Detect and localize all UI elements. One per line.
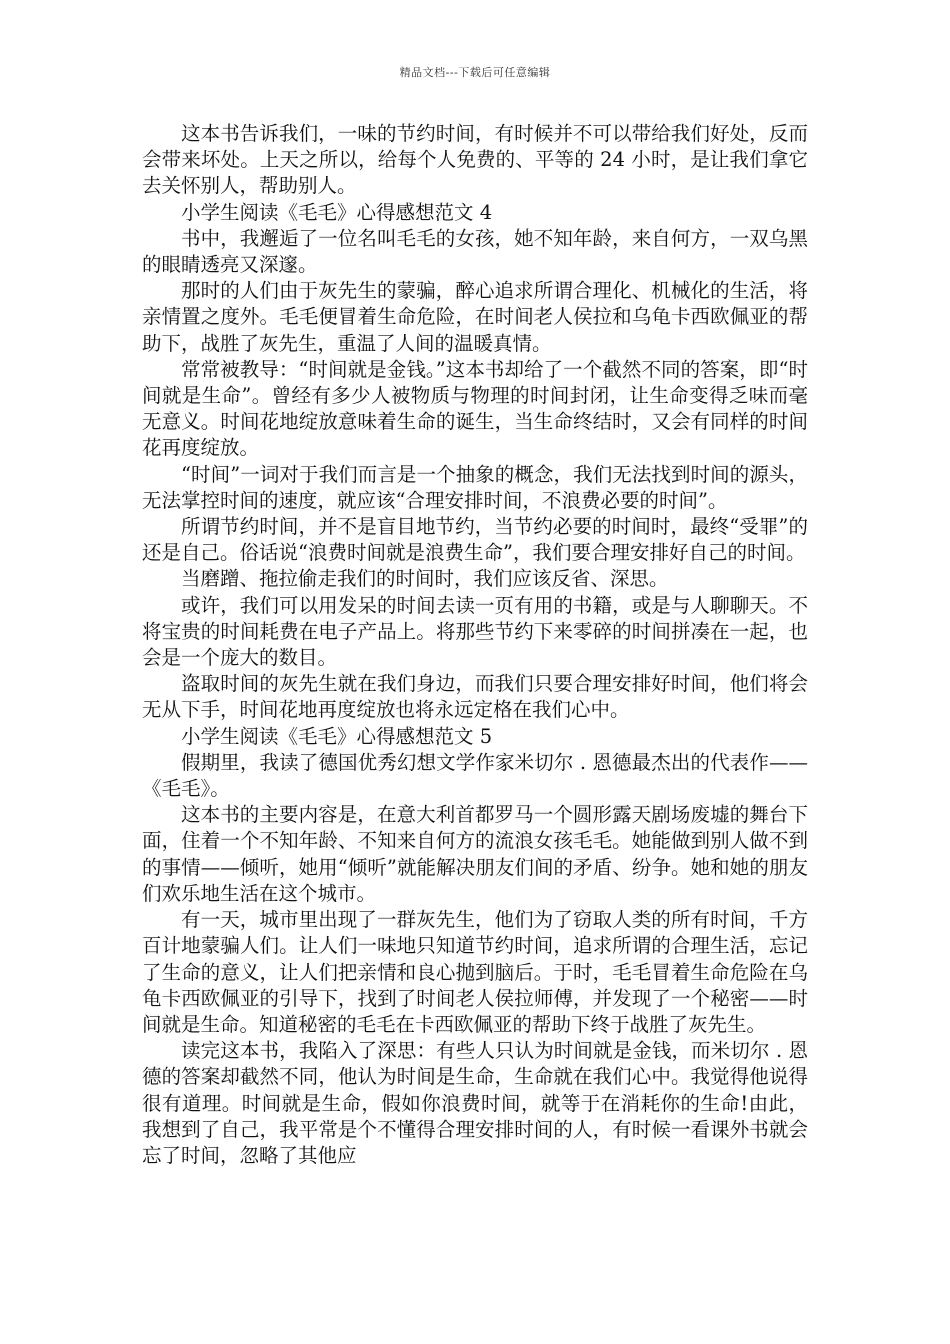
paragraph: 有一天，城市里出现了一群灰先生，他们为了窃取人类的所有时间，千方百计地蒙骗人们。让人们一味地只知道节约时间，追求所谓的合理生活，忘记了生命的意义，让人们把亲情和良心抛到脑后。于时，毛毛冒着生命危险在乌龟卡西欧佩亚的引导下，找到了时间老人侯拉师傅，并发现了一个秘密——时间就是生命。知道秘密的毛毛在卡西欧佩亚的帮助下终于战胜了灰先生。 (142, 908, 808, 1036)
paragraph: 书中，我邂逅了一位名叫毛毛的女孩，她不知年龄，来自何方，一双乌黑的眼睛透亮又深邃。 (142, 226, 808, 277)
paragraph: 盗取时间的灰先生就在我们身边，而我们只要合理安排好时间，他们将会无从下手，时间花地再度绽放也将永远定格在我们心中。 (142, 672, 808, 722)
paragraph: 这本书告诉我们，一味的节约时间，有时候并不可以带给我们好处，反而会带来坏处。上天之所以，给每个人免费的、平等的 24 小时，是让我们拿它去关怀别人，帮助别人。 (142, 122, 808, 198)
paragraph: 读完这本书，我陷入了深思：有些人只认为时间就是金钱，而米切尔 . 恩德的答案却截然不同，他认为时间是生命，生命就在我们心中。我觉得他说得很有道理。时间就是生命，假如你浪费时间，就等于在消耗你的生命!由此，我想到了自己，我平常是个不懂得合理安排时间的人，有时候一看课外书就会忘了时间，忽略了其他应 (142, 1039, 808, 1167)
section-heading: 小学生阅读《毛毛》心得感想范文 4 (181, 200, 493, 224)
paragraph: 当磨蹭、拖拉偷走我们的时间时，我们应该反省、深思。 (181, 567, 669, 591)
document-body (142, 121, 808, 1169)
paragraph: “时间”一词对于我们而言是一个抽象的概念，我们无法找到时间的源头，无法掌控时间的速度，就应该“合理安排时间，不浪费必要的时间”。 (142, 462, 808, 512)
paragraph: 常常被教导：“时间就是金钱。”这本书却给了一个截然不同的答案，即“时间就是生命”。曾经有多少人被物质与物理的时间封闭，让生命变得乏味而毫无意义。时间花地绽放意味着生命的诞生，当生命终结时，又会有同样的时间花再度绽放。 (142, 357, 808, 460)
paragraph: 这本书的主要内容是，在意大利首都罗马一个圆形露天剧场废墟的舞台下面，住着一个不知年龄、不知来自何方的流浪女孩毛毛。她能做到别人做不到的事情——倾听，她用“倾听”就能解决朋友们间的矛盾、纷争。她和她的朋友们欢乐地生活在这个城市。 (142, 803, 808, 905)
paragraph: 或许，我们可以用发呆的时间去读一页有用的书籍，或是与人聊聊天。不将宝贵的时间耗费在电子产品上。将那些节约下来零碎的时间拼凑在一起，也会是一个庞大的数目。 (142, 593, 808, 670)
paragraph: 那时的人们由于灰先生的蒙骗，醉心追求所谓合理化、机械化的生活，将亲情置之度外。毛毛便冒着生命危险，在时间老人侯拉和乌龟卡西欧佩亚的帮助下，战胜了灰先生，重温了人间的温暖真情。 (142, 279, 808, 355)
page-header: 精品文档---下载后可任意编辑 (399, 66, 551, 79)
paragraph: 假期里，我读了德国优秀幻想文学作家米切尔 . 恩德最杰出的代表作——《毛毛》。 (142, 750, 808, 801)
paragraph: 所谓节约时间，并不是盲目地节约，当节约必要的时间时，最终“受罪”的还是自己。俗话说“浪费时间就是浪费生命”，我们要合理安排好自己的时间。 (142, 515, 808, 565)
section-heading: 小学生阅读《毛毛》心得感想范文 5 (181, 724, 493, 748)
